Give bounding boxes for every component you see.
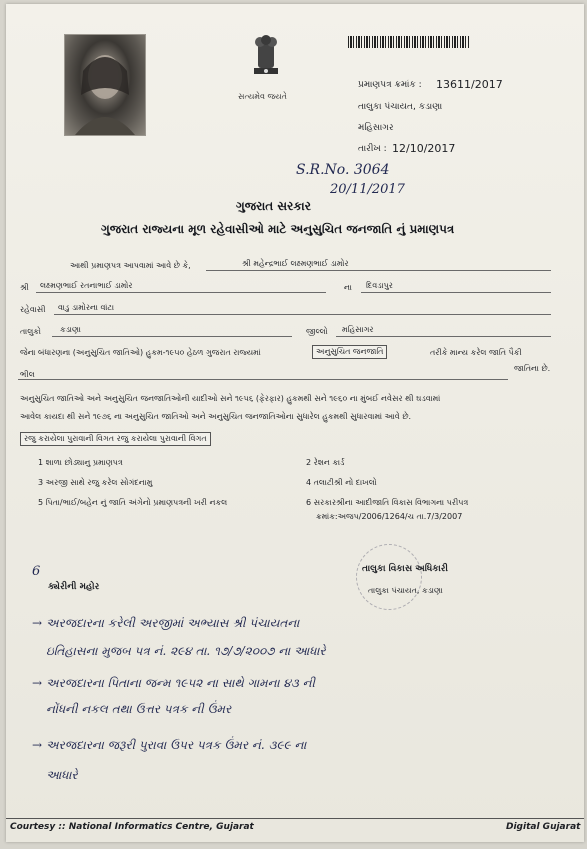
village-name: દિવડાપુર — [366, 281, 393, 290]
holder-name: શ્રી મહેન્દ્રભાઈ લક્ષ્મણભાઈ ડામોર — [242, 259, 349, 268]
document-item-3: 3 અરજી સાથે રજુ કરેલ સોગંદનામુ — [38, 478, 153, 487]
applicant-photo — [64, 34, 146, 136]
govt-heading: ગુજરાત સરકાર — [236, 199, 311, 213]
district-line: મહિસાગર — [358, 123, 394, 133]
taluka-line: તાલુકા પંચાયત, કડાણા — [358, 102, 443, 112]
district-value: મહિસાગર — [342, 325, 374, 334]
caste-text: જેના બંધારણના (અનુસુચિત જાતિઓ) હુકમ-૧૯૫૦ હેઠળ ગુજરાત રાજ્યમાં — [20, 348, 261, 357]
handwritten-note-line-3: → અરજદારના પિતાના જન્મ ૧૯૫૨ ના સાથે ગામના ૪૩ ની — [32, 676, 315, 690]
handwritten-serial: S.R.No. 3064 — [296, 162, 390, 178]
handwritten-mark: 6 — [32, 564, 41, 579]
intro-label: આથી પ્રમાણપત્ર આપવામાં આવે છે કે, — [70, 261, 191, 270]
handwritten-note-line-1: → અરજદારના કરેલી અરજીમાં અભ્યાસ શ્રી પંચાયતના — [32, 616, 300, 630]
legal-paragraph-line-1: અનુસુચિત જાતિઓ અને અનુસુચિત જનજાતિઓની યાદીઓ સને ૧૯૫૬ (ફેરફાર) હુકમથી સને ૧૯૬૦ ના મુંબઈ નવેસર થી ઘડવામાં — [20, 394, 441, 403]
tribe-suffix: જાતિના છે. — [514, 364, 551, 373]
father-name: લક્ષ્મણભાઈ રતનાભાઈ ડામોર — [40, 281, 133, 290]
father-underline — [36, 292, 326, 293]
taluka-label: તાલુકો — [20, 327, 41, 336]
resident-label: રહેવાસી — [20, 305, 46, 314]
officer-office: તાલુકા પંચાયત, કડાણા — [368, 586, 443, 595]
certificate-title: ગુજરાત રાજ્યના મૂળ રહેવાસીઓ માટે અનુસુચિત જનજાતિ નું પ્રમાણપત્ર — [101, 222, 455, 236]
resident-value: વાડુ ડામોરના વાંટા — [58, 303, 115, 312]
certificate-number: 13611/2017 — [436, 78, 503, 91]
barcode — [348, 36, 470, 48]
document-item-2: 2 રેશન કાર્ડ — [306, 458, 345, 467]
officer-title: તાલુકા વિકાસ અધિકારી — [362, 564, 449, 574]
handwritten-date: 20/11/2017 — [330, 182, 405, 197]
tribe-underline — [18, 379, 508, 380]
circular-reference: ક્રમાંક:અજપ/2006/1264/ચ તા.7/3/2007 — [316, 512, 463, 521]
father-prefix: શ્રી — [20, 283, 29, 292]
handwritten-note-line-5: → અરજદારના જરૂરી પુરાવા ઉપર પત્રક ઉંમર નં. ૩૯૯ ના — [32, 738, 307, 752]
caste-value: અનુસુચિત જનજાતિ — [312, 345, 387, 359]
date-label: તારીખ : — [358, 144, 387, 154]
state-emblem-icon — [246, 32, 286, 90]
handwritten-note-line-6: આધારે — [46, 768, 78, 782]
document-item-5: 5 પિતા/ભાઈ/બહેન નું જાતિ અંગેનો પ્રમાણપત્રની ખરી નકલ — [38, 498, 228, 507]
documents-heading: રજુ કરાયેલા પુરાવાની વિગત રજુ કરાયેલા પુરાવાની વિગત — [20, 432, 211, 446]
handwritten-note-line-4: નોંધની નકલ તથા ઉત્તર પત્રક ની ઉંમર — [46, 702, 232, 716]
office-seal-icon — [356, 544, 422, 610]
of-label: ના — [344, 283, 352, 292]
certificate-sheet — [6, 4, 584, 842]
taluka-value: કડાણા — [60, 325, 81, 334]
footer-brand: Digital Gujarat — [506, 822, 581, 832]
emblem-motto: સત્યમેવ જયતે — [238, 92, 287, 101]
document-item-1: 1 શાળા છોડ્યાનુ પ્રમાણપત્ર — [38, 458, 123, 467]
village-underline — [361, 292, 551, 293]
tribe-value: ભીલ — [20, 370, 35, 379]
taluka-underline — [52, 336, 292, 337]
handwritten-note-line-2: ઇતિહાસના મુજબ પત્ર નં. ૨૯૪ તા. ૧૭/૭/૨૦૦૭ ના આધારે — [46, 644, 326, 658]
footer-courtesy: Courtesy :: National Informatics Centre, Gujarat — [10, 822, 254, 832]
certificate-no-label: પ્રમાણપત્ર ક્રમાંક : — [358, 80, 422, 90]
document-item-4: 4 તલાટીશ્રી નો દાખલો — [306, 478, 377, 487]
legal-paragraph-line-2: આવેલ કાયદા થી સને ૧૯૭૬ ના અનુસુચિત જાતિઓ અને અનુસુચિત જનજાતિઓના સુધારેલ હુકમથી સુધારવામાં આવે છે. — [20, 412, 412, 421]
name-underline — [206, 270, 551, 271]
resident-underline — [54, 314, 551, 315]
issue-date: 12/10/2017 — [392, 142, 456, 155]
caste-suffix: તરીકે માન્ય કરેલ જાતિ પૈકી — [430, 348, 522, 357]
district-underline — [336, 336, 551, 337]
office-seal-label: ક્યેરીની મહોર — [48, 582, 100, 592]
district-label: જીલ્લો — [306, 327, 328, 336]
document-item-6: 6 સરકારશ્રીના આદીજાતિ વિકાસ વિભાગના પરીપત્ર — [306, 498, 469, 507]
